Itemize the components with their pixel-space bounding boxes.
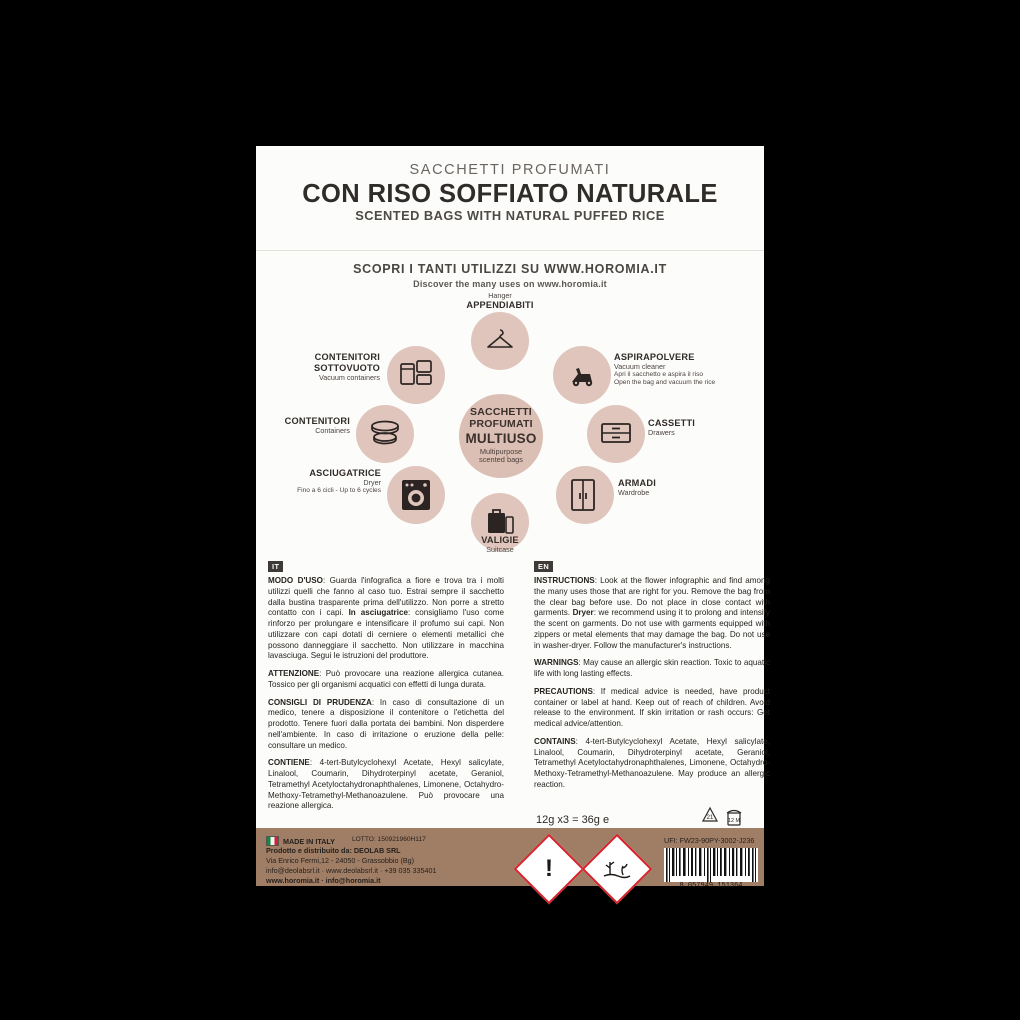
header-line-2: CON RISO SOFFIATO NATURALE	[302, 180, 718, 208]
it-label-warnings: ATTENZIONE	[268, 669, 320, 678]
header-line-1: SACCHETTI PROFUMATI	[409, 162, 611, 178]
it-label-usage: MODO D'USO	[268, 576, 323, 585]
en-text-dryer: : we recommend using it to prolong and intensify the scent on garments. Do not use with garments equipped with zippers or metal elements that may damage the bag. Do not use in washer-dryer. Follow the manufacturer's instructions.	[534, 608, 770, 650]
center-title-2: PROFUMATI	[469, 417, 533, 430]
en-paragraph-contains	[534, 737, 770, 791]
label-containers-sub: Containers	[315, 425, 350, 435]
label-dryer	[231, 468, 381, 495]
it-text-contains: : 4-tert-Butylcyclohexyl Acetate, Hexyl salicylate, Linalool, Coumarin, Dihydroterpinyl acetate, Geraniol, Tetramethyl Acetyloctahydronaphthalenes, Limonene, Octahydro-Methoxy-Tetramethyl-Methanoazulene. Può provocare una reazione allergica.	[268, 758, 504, 811]
estimated-sign-icon: e	[602, 814, 610, 826]
italian-flag-icon	[266, 836, 279, 846]
it-label-dryer: In asciugatrice	[348, 608, 408, 618]
instructions-column-it	[268, 576, 504, 819]
center-sub-2: scented bags	[479, 455, 523, 465]
label-containers	[246, 416, 350, 435]
drawer-icon	[600, 420, 632, 446]
hanger-icon	[486, 328, 514, 352]
company-contact: info@deolabsrl.it · www.deolabsrl.it · +39 035 335401	[266, 866, 437, 875]
label-hanger-sub: Hanger	[488, 291, 512, 300]
it-text-warnings: : Può provocare una reazione allergica cutanea. Tossico per gli organismi acquatici con effetti di lunga durata.	[268, 669, 504, 689]
label-wardrobe-title: ARMADI	[618, 478, 656, 488]
vacuum-cleaner-icon	[567, 360, 597, 390]
label-wardrobe	[618, 478, 728, 497]
en-text-instructions: : Look at the flower infographic and find among the many uses those that are right for you. Remove the bag from the clear bag before use. Do not place in close contact with garments.	[534, 576, 770, 618]
it-paragraph-usage	[268, 576, 504, 662]
label-vacuum-cleaner-title: ASPIRAPOLVERE	[614, 352, 695, 362]
barcode	[664, 848, 758, 882]
it-text-dryer: : consigliamo l'uso come rinforzo per prolungare e intensificare il profumo sui capi. Non utilizzare con capi dotati di cerniere o elementi metallici che possono danneggiare il sacchetto. Non utilizzare in macchina lavasciuga. Segui le istruzioni del produttore.	[268, 608, 504, 661]
label-vacuum-cleaner-sub: Vacuum cleaner	[614, 361, 666, 371]
panel-divider	[256, 250, 764, 251]
label-dryer-title: ASCIUGATRICE	[309, 468, 381, 478]
instructions-column-en	[534, 576, 770, 798]
label-drawers-title: CASSETTI	[648, 418, 696, 428]
en-text-contains: : 4-tert-Butylcyclohexyl Acetate, Hexyl salicylate, Linalool, Coumarin, Dihydroterpinyl acetate, Geraniol, Tetramethyl Acetyloctahydronaphthalenes, Limonene, Octahydro-Methoxy-Tetramethyl-Methanoazulene. May produce an allergic reaction.	[534, 736, 770, 789]
it-paragraph-contains	[268, 758, 504, 812]
header-line-3: SCENTED BAGS WITH NATURAL PUFFED RICE	[355, 208, 665, 223]
made-in-italy-label: MADE IN ITALY	[283, 836, 335, 846]
language-tag-it: IT	[268, 561, 283, 572]
lot-number: LOTTO: 150921960H117	[352, 836, 426, 843]
it-paragraph-warnings	[268, 669, 504, 691]
label-drawers	[648, 418, 758, 437]
dryer-icon	[400, 478, 432, 512]
it-paragraph-precautions	[268, 698, 504, 752]
containers-icon	[368, 418, 402, 446]
svg-text:12 M: 12 M	[728, 818, 740, 824]
en-label-warnings: WARNINGS	[534, 658, 579, 668]
label-vacuum-cleaner-note-it: Apri il sacchetto e aspira il riso	[614, 371, 704, 379]
language-tag-en: EN	[534, 561, 553, 572]
label-wardrobe-sub: Wardrobe	[618, 487, 650, 497]
en-paragraph-warnings	[534, 658, 770, 680]
en-paragraph-instructions	[534, 576, 770, 651]
label-dryer-note: Fino a 6 cicli - Up to 6 cycles	[297, 487, 381, 495]
infographic-center	[459, 394, 543, 478]
label-drawers-sub: Drawers	[648, 427, 675, 437]
barcode-number: 8 057949 151364	[679, 882, 743, 890]
en-text-warnings: : May cause an allergic skin reaction. Toxic to aquatic life with long lasting effects.	[534, 658, 770, 678]
en-label-contains: CONTAINS	[534, 736, 576, 746]
label-hanger-title: APPENDIABITI	[466, 300, 534, 311]
label-suitcase-sub: Suitcase	[486, 544, 514, 554]
website-line-it: SCOPRI I TANTI UTILIZZI SU WWW.HOROMIA.IT	[353, 262, 667, 276]
label-suitcase	[440, 535, 560, 554]
website-line-en: Discover the many uses on www.horomia.it	[413, 279, 607, 289]
company-site: www.horomia.it · info@horomia.it	[266, 876, 381, 885]
en-label-dryer: Dryer	[572, 608, 594, 618]
label-hanger	[440, 292, 560, 311]
wardrobe-icon	[570, 478, 596, 512]
flower-infographic	[256, 290, 764, 558]
label-vacuum-containers	[246, 352, 380, 382]
label-containers-title: CONTENITORI	[284, 416, 350, 426]
hazard-exclamation-icon: !	[514, 834, 585, 905]
svg-text:21: 21	[706, 815, 714, 821]
en-label-instructions: INSTRUCTIONS	[534, 576, 595, 585]
label-vacuum-cleaner-note-en: Open the bag and vacuum the rice	[614, 379, 716, 387]
label-vacuum-containers-title: CONTENITORI	[314, 352, 380, 362]
en-text-precautions: : If medical advice is needed, have product container or label at hand. Keep out of reach of children. Avoid release to the environment. If skin irritation or rash occurs: Get medical advice/attention.	[534, 686, 770, 728]
label-suitcase-title: VALIGIE	[481, 535, 519, 545]
it-label-contains: CONTIENE	[268, 758, 310, 768]
net-weight-value: 12g x3 = 36g	[536, 814, 600, 826]
net-weight	[536, 814, 609, 826]
ufi-code: UFI: FW23-90PY-3002-J236	[664, 836, 755, 845]
center-title-big: MULTIUSO	[465, 430, 537, 446]
vacuum-container-icon	[399, 358, 433, 388]
company-name: Prodotto e distribuito da: DEOLAB SRL	[266, 846, 401, 855]
en-label-precautions: PRECAUTIONS	[534, 686, 593, 696]
center-title-1: SACCHETTI	[470, 406, 532, 419]
label-vacuum-containers-sub: Vacuum containers	[319, 372, 380, 382]
it-label-precautions: CONSIGLI DI PRUDENZA	[268, 697, 372, 707]
it-text-usage: : Guarda l'infografica a fiore e trova tra i molti utilizzi quelli che fanno al caso tuo. Estrai sempre il sacchetto dalla bustina trasparente prima dell'utilizzo. Non porre a stretto contatto con i capi.	[268, 576, 504, 618]
it-text-precautions: : In caso di consultazione di un medico, tenere a disposizione il contenitore o l'etichetta del prodotto. Tenere fuori dalla portata dei bambini. Non disperdere nell'ambiente. In caso di irritazione o eruzione della pelle: consultare un medico.	[268, 697, 504, 750]
made-in-italy	[266, 836, 335, 846]
suitcase-icon	[484, 504, 516, 536]
center-sub-1: Multipurpose	[479, 446, 523, 456]
label-vacuum-containers-title2: SOTTOVUOTO	[314, 362, 380, 373]
company-address: Via Enrico Fermi,12 - 24050 - Grassobbio (Bg)	[266, 856, 415, 865]
en-paragraph-precautions	[534, 687, 770, 730]
label-dryer-sub: Dryer	[363, 477, 381, 487]
label-vacuum-cleaner	[614, 352, 764, 387]
